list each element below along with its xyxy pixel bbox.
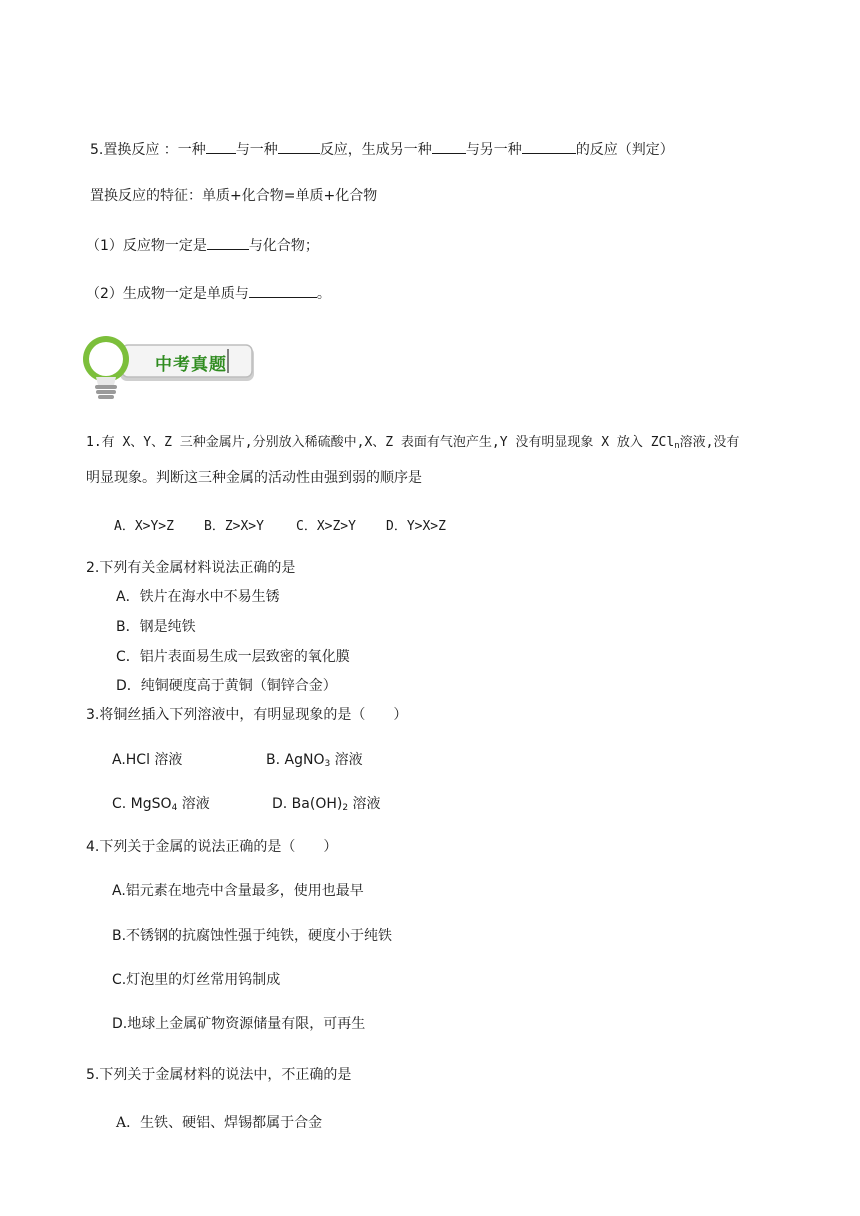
q2-option-d[interactable]: D．纯铜硬度高于黄铜（铜锌合金） xyxy=(116,678,337,694)
q1-line1: 1.有 X、Y、Z 三种金属片,分别放入稀硫酸中,X、Z 表面有气泡产生,Y 没有明显现象 X 放入 ZCln溶液,没有 xyxy=(86,435,740,451)
point-2: （2）生成物一定是单质与 。 xyxy=(86,283,331,303)
q2-stem: 2.下列有关金属材料说法正确的是 xyxy=(86,560,296,576)
q1-options xyxy=(114,518,446,536)
q2-option-b[interactable]: B．钢是纯铁 xyxy=(116,619,196,635)
q1-option-d[interactable]: D．Y>X>Z xyxy=(386,519,446,534)
q1-option-a[interactable]: A．X>Y>Z xyxy=(114,519,174,534)
section-badge xyxy=(82,329,257,404)
q5-option-a[interactable]: A．生铁、硬铝、焊锡都属于合金 xyxy=(116,1115,323,1131)
blank xyxy=(432,139,466,154)
blank xyxy=(522,139,576,154)
blank xyxy=(206,139,236,154)
q1-line2: 明显现象。判断这三种金属的活动性由强到弱的顺序是 xyxy=(86,470,422,486)
q3-stem: 3.将铜丝插入下列溶液中，有明显现象的是（ ） xyxy=(86,707,408,723)
q3-option-b[interactable]: B. AgNO3 溶液 xyxy=(266,752,363,769)
q5-stem: 5.下列关于金属材料的说法中，不正确的是 xyxy=(86,1067,352,1083)
q4-stem: 4.下列关于金属的说法正确的是（ ） xyxy=(86,839,338,855)
replacement-reaction-definition: 5.置换反应 ：一种 与一种 反应，生成另一种 与另一种 的反应（判定） xyxy=(90,139,674,159)
q2-option-c[interactable]: C．铝片表面易生成一层致密的氧化膜 xyxy=(116,649,350,665)
q3-option-c[interactable]: C. MgSO4 溶液 xyxy=(112,796,210,813)
blank xyxy=(207,235,249,250)
feature-line: 置换反应的特征：单质+化合物=单质+化合物 xyxy=(90,188,378,204)
q2-option-a[interactable]: A．铁片在海水中不易生锈 xyxy=(116,589,280,605)
point-1: （1）反应物一定是 与化合物； xyxy=(86,235,319,255)
q1-option-b[interactable]: B．Z>X>Y xyxy=(204,519,264,534)
blank xyxy=(249,283,317,298)
q4-option-c[interactable]: C.灯泡里的灯丝常用钨制成 xyxy=(112,972,281,988)
q1-option-c[interactable]: C．X>Z>Y xyxy=(296,519,356,534)
q4-option-a[interactable]: A.铝元素在地壳中含量最多，使用也最早 xyxy=(112,883,364,899)
q4-option-b[interactable]: B.不锈钢的抗腐蚀性强于纯铁，硬度小于纯铁 xyxy=(112,928,393,944)
q3-option-d[interactable]: D. Ba(OH)2 溶液 xyxy=(272,796,381,813)
section-title: 中考真题 xyxy=(155,355,227,375)
blank xyxy=(278,139,320,154)
q3-option-a[interactable]: A.HCl 溶液 xyxy=(112,752,183,768)
q4-option-d[interactable]: D.地球上金属矿物资源储量有限，可再生 xyxy=(112,1016,366,1032)
